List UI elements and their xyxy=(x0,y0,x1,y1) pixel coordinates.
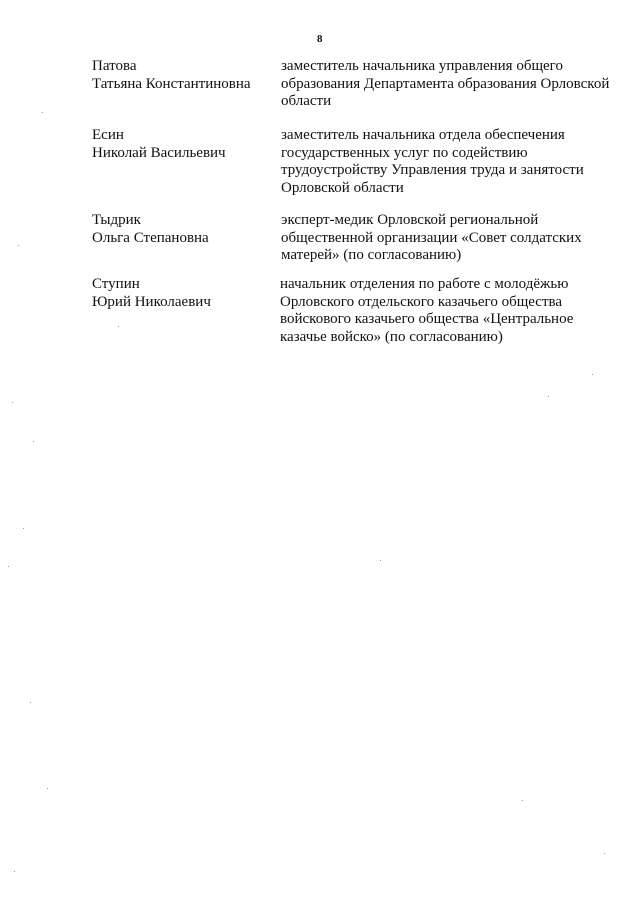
position-line: образования Департамента образования Орловской xyxy=(281,75,610,92)
scan-speck xyxy=(30,702,31,703)
scan-speck xyxy=(8,566,9,567)
member-surname: Есин xyxy=(92,127,124,143)
scan-speck xyxy=(14,871,15,872)
member-given-names: Ольга Степановна xyxy=(92,229,209,246)
position-line: эксперт-медик Орловской региональной xyxy=(281,212,539,228)
scan-speck xyxy=(118,326,119,327)
scan-speck xyxy=(548,396,549,397)
position-line: государственных услуг по содействию xyxy=(281,144,528,161)
member-given-names: Татьяна Константиновна xyxy=(92,75,251,92)
member-surname: Тыдрик xyxy=(92,212,141,228)
position-line: Орловского отдельского казачьего общества xyxy=(280,293,563,310)
member-position xyxy=(281,212,621,265)
member-given-names: Юрий Николаевич xyxy=(92,293,211,310)
scan-speck xyxy=(23,528,24,529)
position-line: заместитель начальника управления общего xyxy=(281,58,563,74)
position-line: начальник отделения по работе с молодёжью xyxy=(280,276,569,292)
position-line: войскового казачьего общества «Центральное xyxy=(280,311,574,327)
scan-speck xyxy=(592,374,593,375)
member-surname: Патова xyxy=(92,58,137,74)
position-line: общественной организации «Совет солдатских xyxy=(281,229,582,246)
scan-speck xyxy=(33,441,34,442)
member-name xyxy=(92,276,277,311)
position-line: казачье войско» (по согласованию) xyxy=(280,328,503,345)
scan-speck xyxy=(522,800,523,801)
member-name xyxy=(92,127,277,162)
position-line: трудоустройству Управления труда и занятости xyxy=(281,162,584,178)
member-name xyxy=(92,212,277,247)
member-name xyxy=(92,58,277,93)
scan-speck xyxy=(12,402,13,403)
scan-speck xyxy=(18,245,19,246)
position-line: заместитель начальника отдела обеспечения xyxy=(281,127,565,143)
member-position xyxy=(280,276,620,346)
scan-speck xyxy=(42,112,43,113)
scan-speck xyxy=(380,560,381,561)
member-surname: Ступин xyxy=(92,276,140,292)
position-line: Орловской области xyxy=(281,179,404,196)
position-line: матерей» (по согласованию) xyxy=(281,247,462,263)
scan-speck xyxy=(604,853,605,854)
member-position xyxy=(281,127,621,197)
page-number: 8 xyxy=(317,33,323,45)
position-line: области xyxy=(281,93,332,109)
scan-speck xyxy=(47,788,48,789)
member-position xyxy=(281,58,621,111)
member-given-names: Николай Васильевич xyxy=(92,144,226,161)
